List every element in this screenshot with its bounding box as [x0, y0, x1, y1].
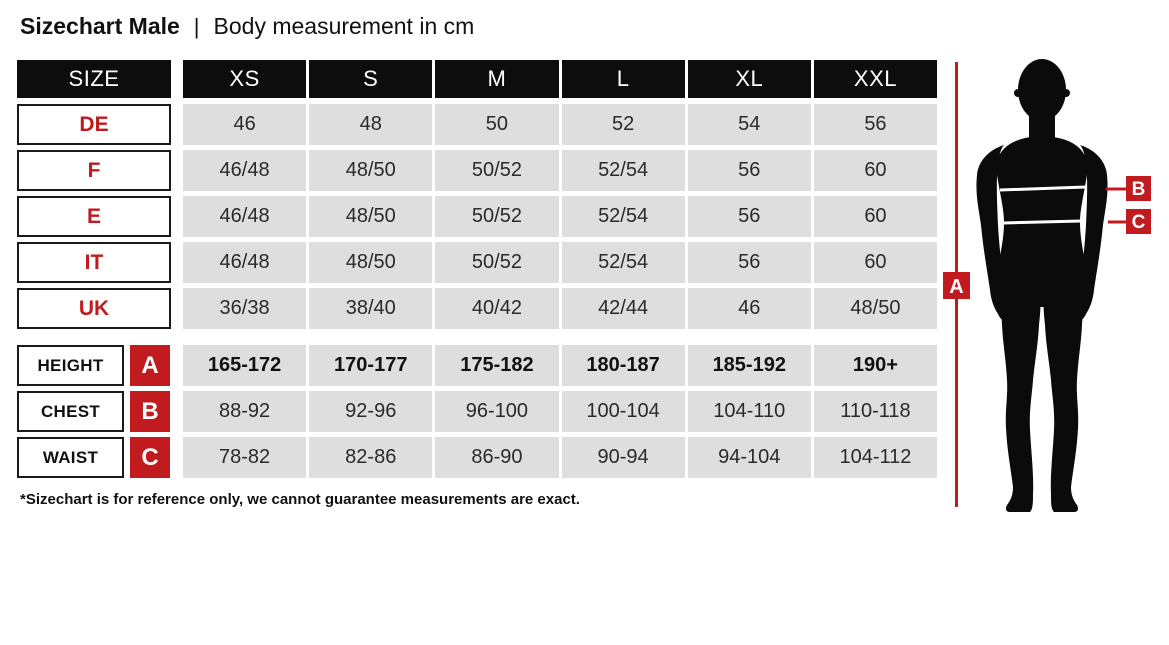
- cell-waist-xl: 94-104: [688, 437, 811, 478]
- header-cell-size: SIZE: [17, 60, 171, 98]
- cell-e-l: 52/54: [562, 196, 685, 237]
- cell-f-m: 50/52: [435, 150, 558, 191]
- cell-uk-s: 38/40: [309, 288, 432, 329]
- sizechart-table: [17, 60, 937, 483]
- cell-height-m: 175-182: [435, 345, 558, 386]
- badge-c: C: [130, 437, 170, 478]
- cell-chest-xxl: 110-118: [814, 391, 937, 432]
- cell-de-s: 48: [309, 104, 432, 145]
- table-section-gap: [17, 334, 937, 345]
- table-row-it: [17, 242, 937, 283]
- cell-f-xl: 56: [688, 150, 811, 191]
- badge-b: B: [130, 391, 170, 432]
- figure-badge-a-label: A: [949, 276, 964, 298]
- waist-line: [1003, 221, 1081, 223]
- cell-it-xxl: 60: [814, 242, 937, 283]
- footnote-text: *Sizechart is for reference only, we cannot guarantee measurements are exact.: [20, 491, 580, 508]
- cell-f-s: 48/50: [309, 150, 432, 191]
- cell-f-l: 52/54: [562, 150, 685, 191]
- table-row-height: [17, 345, 937, 386]
- table-header-row: [17, 60, 937, 98]
- table-row-de: [17, 104, 937, 145]
- cell-it-m: 50/52: [435, 242, 558, 283]
- header-cell-xs: XS: [183, 60, 306, 98]
- table-row-uk: [17, 288, 937, 329]
- table-row-f: [17, 150, 937, 191]
- badge-a: A: [130, 345, 170, 386]
- cell-de-xs: 46: [183, 104, 306, 145]
- cell-waist-xxl: 104-112: [814, 437, 937, 478]
- header-cell-xxl: XXL: [814, 60, 937, 98]
- figure-badge-b-label: B: [1131, 179, 1146, 200]
- row-label-waist: WAIST: [17, 437, 124, 478]
- cell-chest-m: 96-100: [435, 391, 558, 432]
- cell-height-l: 180-187: [562, 345, 685, 386]
- cell-uk-xs: 36/38: [183, 288, 306, 329]
- male-silhouette-svg: [940, 50, 1169, 520]
- header-cell-m: M: [435, 60, 558, 98]
- cell-waist-m: 86-90: [435, 437, 558, 478]
- header-cell-l: L: [562, 60, 685, 98]
- cell-it-xl: 56: [688, 242, 811, 283]
- figure-badge-c-label: C: [1131, 212, 1146, 233]
- cell-height-xs: 165-172: [183, 345, 306, 386]
- cell-e-xs: 46/48: [183, 196, 306, 237]
- cell-uk-l: 42/44: [562, 288, 685, 329]
- cell-e-xxl: 60: [814, 196, 937, 237]
- title-main: Sizechart Male: [20, 13, 180, 39]
- row-label-uk: UK: [17, 288, 171, 329]
- row-label-height: HEIGHT: [17, 345, 124, 386]
- cell-de-xxl: 56: [814, 104, 937, 145]
- title-separator: |: [193, 14, 200, 39]
- cell-it-s: 48/50: [309, 242, 432, 283]
- cell-f-xs: 46/48: [183, 150, 306, 191]
- cell-uk-xl: 46: [688, 288, 811, 329]
- cell-e-m: 50/52: [435, 196, 558, 237]
- cell-chest-xs: 88-92: [183, 391, 306, 432]
- table-row-e: [17, 196, 937, 237]
- cell-uk-m: 40/42: [435, 288, 558, 329]
- cell-waist-s: 82-86: [309, 437, 432, 478]
- cell-de-m: 50: [435, 104, 558, 145]
- cell-waist-l: 90-94: [562, 437, 685, 478]
- cell-uk-xxl: 48/50: [814, 288, 937, 329]
- cell-it-l: 52/54: [562, 242, 685, 283]
- cell-chest-l: 100-104: [562, 391, 685, 432]
- cell-height-s: 170-177: [309, 345, 432, 386]
- cell-e-s: 48/50: [309, 196, 432, 237]
- cell-chest-xl: 104-110: [688, 391, 811, 432]
- row-label-e: E: [17, 196, 171, 237]
- header-cell-xl: XL: [688, 60, 811, 98]
- cell-chest-s: 92-96: [309, 391, 432, 432]
- row-label-chest: CHEST: [17, 391, 124, 432]
- table-row-chest: [17, 391, 937, 432]
- cell-height-xxl: 190+: [814, 345, 937, 386]
- row-label-de: DE: [17, 104, 171, 145]
- page-title: [20, 13, 474, 40]
- cell-height-xl: 185-192: [688, 345, 811, 386]
- cell-waist-xs: 78-82: [183, 437, 306, 478]
- header-cell-s: S: [309, 60, 432, 98]
- title-subtitle: Body measurement in cm: [213, 13, 475, 39]
- row-label-it: IT: [17, 242, 171, 283]
- cell-de-l: 52: [562, 104, 685, 145]
- male-silhouette-figure: [940, 50, 1169, 520]
- table-row-waist: [17, 437, 937, 478]
- cell-f-xxl: 60: [814, 150, 937, 191]
- cell-it-xs: 46/48: [183, 242, 306, 283]
- cell-de-xl: 54: [688, 104, 811, 145]
- cell-e-xl: 56: [688, 196, 811, 237]
- body-silhouette: [976, 59, 1107, 512]
- row-label-f: F: [17, 150, 171, 191]
